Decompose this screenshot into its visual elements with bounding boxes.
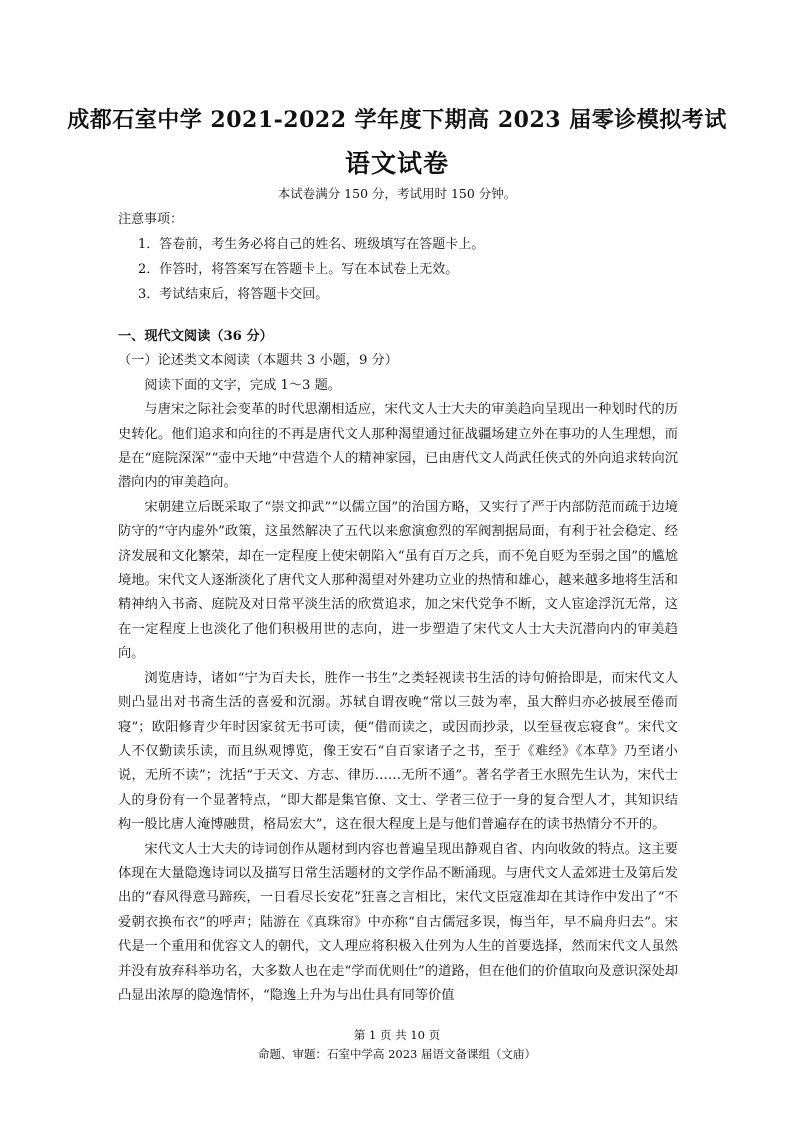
notes-item: 3．考试结束后，将答题卡交回。 <box>138 287 329 302</box>
passage-paragraph: 宋朝建立后既采取了“崇文抑武”“以儒立国”的治国方略，又实行了严于内部防范而疏于边境防守的“守内虚外”政策，这虽然解决了五代以来愈演愈烈的军阀割据局面，有利于社会稳定、经济发展和文化繁荣，却在一定程度上使宋朝陷入“虽有百万之兵，而不免自贬为至弱之国”的尴尬境地。宋代文人逐渐淡化了唐代文人那种渴望对外建功立业的热情和雄心，越来越多地将生活和精神纳入书斋、庭院及对日常平淡生活的欣赏追求，加之宋代党争不断，文人宦途浮沉无常，这在一定程度上也淡化了他们积极用世的志向，进一步塑造了宋代文人士大夫沉潜向内的审美趋向。 <box>118 499 678 662</box>
notes-heading: 注意事项： <box>118 212 184 227</box>
notes-item: 2．作答时，将答案写在答题卡上。写在本试卷上无效。 <box>138 262 459 277</box>
footer-credit: 命题、审题：石室中学高 2023 届语文备课组（文庙） <box>257 1047 537 1061</box>
section-subheading: （一）论述类文本阅读（本题共 3 小题，9 分） <box>118 353 398 369</box>
passage-paragraph: 浏览唐诗，诸如“宁为百夫长，胜作一书生”之类轻视读书生活的诗句俯拾即是，而宋代文人则凸显出对书斋生活的喜爱和沉溺。苏轼自谓夜晚“常以三鼓为率，虽大醉归亦必披展至倦而寝”；欧阳修青少年时因家贫无书可读，便“借而读之，或因而抄录，以至昼夜忘寝食”。宋代文人不仅勤读乐读，而且纵观博览，像王安石“自百家诸子之书，至于《难经》《本草》乃至诸小说，无所不读”；沈括“于天文、方志、律历……无所不通”。著名学者王水照先生认为，宋代士人的身份有一个显著特点，“即大都是集官僚、文士、学者三位于一身的复合型人才，其知识结构一般比唐人淹博融贯，格局宏大”，这在很大程度上是与他们普遍存在的读书热情分不开的。 <box>118 670 678 833</box>
exam-title: 成都石室中学 2021-2022 学年度下期高 2023 届零诊模拟考试 <box>67 107 727 133</box>
reading-section <box>118 325 678 1008</box>
notes-item: 1．答卷前，考生务必将自己的姓名、班级填写在答题卡上。 <box>138 237 485 252</box>
page-number: 第 1 页 共 10 页 <box>353 1028 441 1042</box>
section-heading: 一、现代文阅读（36 分） <box>118 329 273 344</box>
passage-paragraph: 宋代文人士大夫的诗词创作从题材到内容也普遍呈现出静观自省、内向收敛的特点。这主要体现在大量隐逸诗词以及描写日常生活题材的文学作品不断涌现。与唐代文人孟郊进士及第后发出的“春风得意马蹄疾，一日看尽长安花”狂喜之言相比，宋代文臣寇准却在其诗作中发出了“不爱朝衣换布衣”的呼声；陆游在《真珠帘》中亦称“自古儒冠多误，悔当年，早不扁舟归去”。宋代是一个重用和优容文人的朝代，文人理应将积极入仕列为人生的首要选择，然而宋代文人虽然并没有放弃科举功名，大多数人也在走“学而优则仕”的道路，但在他们的价值取向及意识深处却凸显出浓厚的隐逸情怀，“隐逸上升为与出仕具有同等价值 <box>118 841 678 1003</box>
section-instruction: 阅读下面的文字，完成 1～3 题。 <box>144 377 341 393</box>
subject-title: 语文试卷 <box>344 149 449 178</box>
passage-paragraph: 与唐宋之际社会变革的时代思潮相适应，宋代文人士大夫的审美趋向呈现出一种划时代的历史转化。他们追求和向往的不再是唐代文人那种渴望通过征战疆场建立外在事功的人生理想，而是在“庭院深深”“壶中天地”中营造个人的精神家园，已由唐代文人尚武任侠式的外向追求转向沉潜向内的审美趋向。 <box>118 402 678 491</box>
exam-info: 本试卷满分 150 分，考试用时 150 分钟。 <box>277 186 517 201</box>
notes-block <box>118 207 678 307</box>
